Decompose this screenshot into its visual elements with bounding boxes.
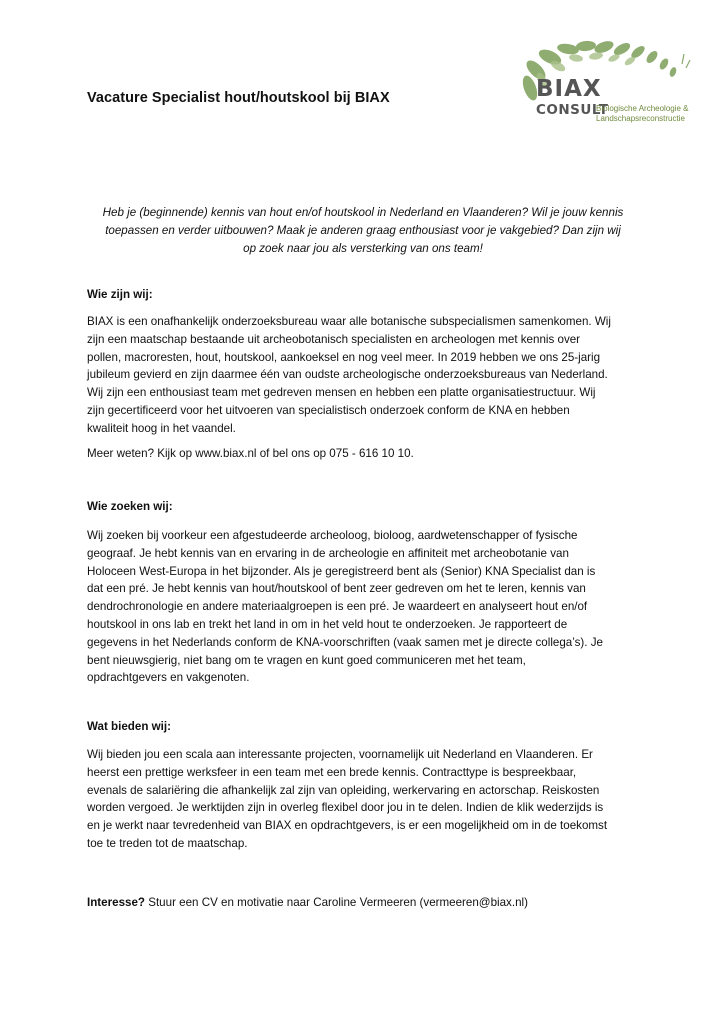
- paragraph-line: evenals de salariëring die afhankelijk zal zijn van opleiding, werkervaring en actorschap. Reiskosten: [87, 783, 600, 797]
- intro-line: toepassen en verder uitbouwen? Maak je anderen graag enthousiast voor je vakgebied? Dan zijn wij: [105, 224, 621, 237]
- closing-lead: Interesse?: [87, 896, 145, 909]
- section-heading-wie-zijn-wij: Wie zijn wij:: [87, 288, 153, 301]
- paragraph-line: heerst een prettige werksfeer in een team met een brede kennis. Contracttype is bespreekbaar,: [87, 765, 577, 779]
- section-heading-wat-bieden-wij: Wat bieden wij:: [87, 720, 171, 733]
- intro-line: Heb je (beginnende) kennis van hout en/of houtskool in Nederland en Vlaanderen? Wil je jouw kennis: [102, 206, 624, 219]
- logo-tagline-line: Biologische Archeologie &: [596, 104, 689, 113]
- paragraph-line: dendrochronologie en andere materiaalgroepen is een pré. Je waardeert en analyseert hout en/of: [87, 600, 588, 614]
- paragraph-line: BIAX is een onafhankelijk onderzoeksbureau waar alle botanische subspecialismen samenkomen. Wij: [87, 315, 611, 328]
- paragraph-line: zijn gecertificeerd voor het uitvoeren van specialistisch onderzoek conform de KNA en hebben: [87, 403, 570, 417]
- section-paragraph-wie-zoeken-wij: [87, 527, 643, 687]
- section-paragraph-wat-bieden-wij: [87, 746, 643, 853]
- closing-line: [87, 894, 643, 912]
- paragraph-line: bent nieuwsgierig, niet bang om te vragen en kunt goed communiceren met het team,: [87, 653, 526, 667]
- intro-paragraph: [87, 204, 639, 258]
- logo-biax-text: BIAX: [536, 76, 602, 102]
- paragraph-line: Wij zoeken bij voorkeur een afgestudeerde archeoloog, bioloog, aardwetenschapper of fysische: [87, 529, 578, 542]
- intro-line: op zoek naar jou als versterking van ons team!: [243, 242, 483, 255]
- biax-logo: [512, 40, 692, 135]
- paragraph-line: Holoceen West-Europa in het bijzonder. Als je geregistreerd bent als (Senior) KNA Specialist dan is: [87, 564, 596, 578]
- paragraph-line: gegevens in het Nederlands conform de KNA-voorschriften (vaak samen met je directe collega’s). Je: [87, 635, 603, 649]
- page-title: Vacature Specialist hout/houtskool bij BIAX: [87, 90, 390, 106]
- paragraph-line: opdrachtgevers en vakgenoten.: [87, 671, 250, 685]
- contact-line: Meer weten? Kijk op www.biax.nl of bel ons op 075 - 616 10 10.: [87, 447, 414, 460]
- paragraph-line: toe te treden tot de maatschap.: [87, 836, 248, 850]
- paragraph-line: en je werkt naar tevredenheid van BIAX en opdrachtgevers, is er een mogelijkheid om in de toekomst: [87, 819, 608, 833]
- logo-consult-text: CONSULT: [536, 102, 609, 118]
- paragraph-line: pollen, macroresten, hout, houtskool, aankoeksel en nog veel meer. In 2019 hebben we ons 25-jarig: [87, 350, 601, 364]
- paragraph-line: Wij zijn een enthousiast team met gedreven mensen en hebben een platte organisatiestructuur. Wij: [87, 386, 596, 400]
- logo-tagline-line: Landschapsreconstructie: [596, 114, 685, 123]
- paragraph-line: houtskool in ons lab en trekt het land in om in het veld hout te onderzoeken. Je rapporteert de: [87, 617, 568, 631]
- paragraph-line: zijn een maatschap bestaande uit archeobotanisch specialisten en archeologen met kennis over: [87, 332, 581, 346]
- logo-tagline: [596, 104, 696, 124]
- section-paragraph-wie-zijn-wij: [87, 313, 643, 438]
- paragraph-line: Wij bieden jou een scala aan interessante projecten, voornamelijk uit Nederland en Vlaanderen. Er: [87, 748, 593, 761]
- paragraph-line: geograaf. Je hebt kennis van en ervaring in de archeologie en affiniteit met archeobotanie van: [87, 546, 569, 560]
- paragraph-line: kwaliteit hoog in het vaandel.: [87, 421, 236, 435]
- closing-text: Stuur een CV en motivatie naar Caroline Vermeeren (vermeeren@biax.nl): [145, 896, 528, 909]
- paragraph-line: dat een pré. Je hebt kennis van hout/houtskool of bent zeer gedreven om het te leren, kennis van: [87, 582, 586, 596]
- paragraph-line: worden vergoed. Je werktijden zijn in overleg flexibel door jou in te delen. Indien de klik wederzijds is: [87, 801, 604, 815]
- section-heading-wie-zoeken-wij: Wie zoeken wij:: [87, 500, 173, 513]
- paragraph-line: jubileum gevierd en zijn daarmee één van oudste archeologische onderzoeksbureaus van Nederland.: [87, 368, 608, 382]
